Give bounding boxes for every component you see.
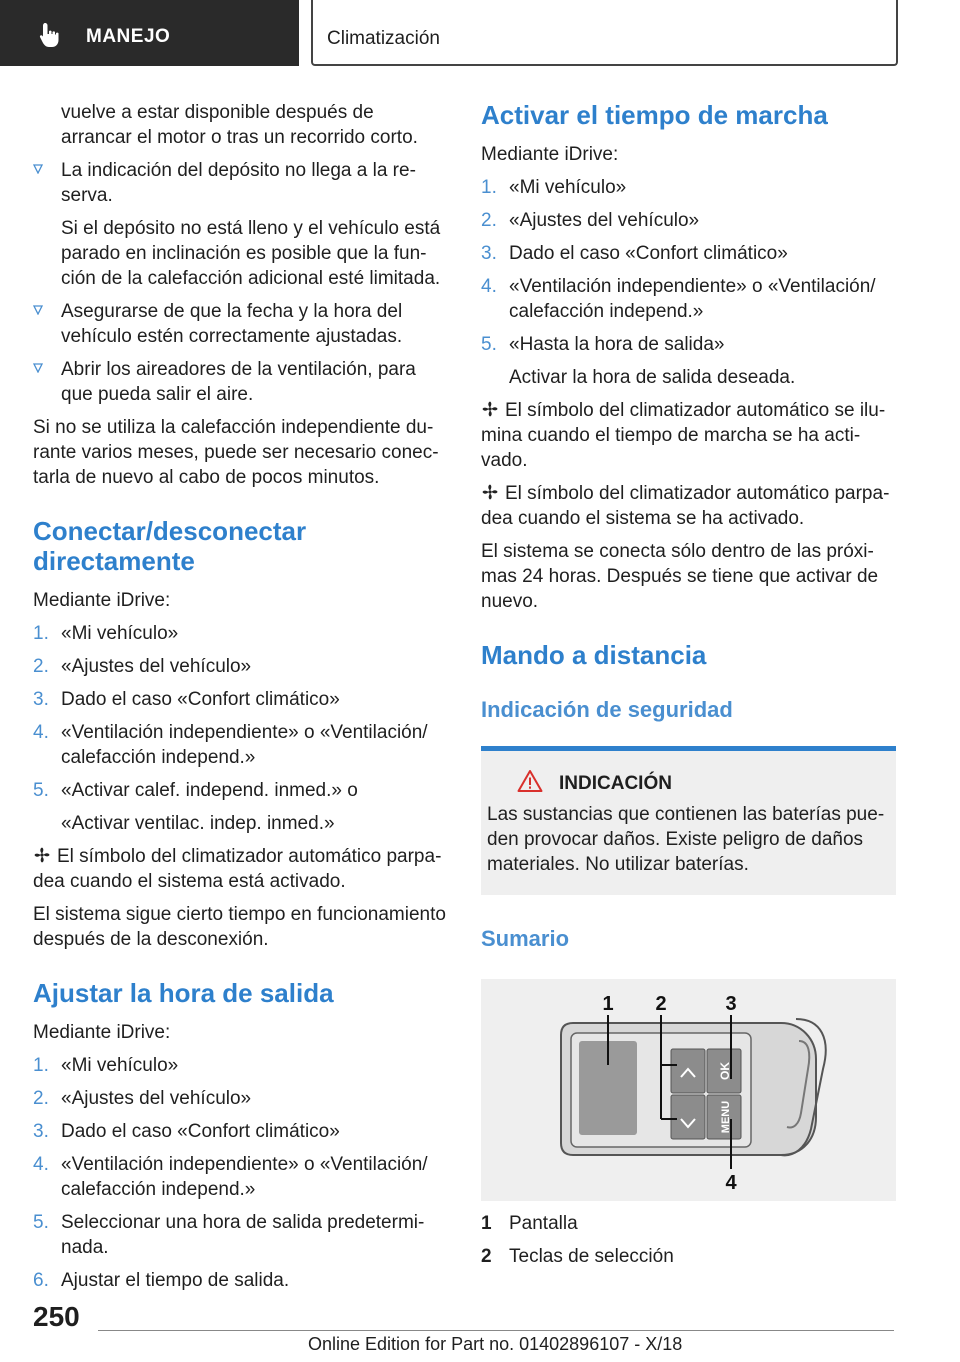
ok-button-label: OK bbox=[718, 1062, 732, 1080]
hand-pointer-icon bbox=[36, 20, 66, 50]
step-text: Dado el caso «Confort climático» bbox=[61, 689, 340, 710]
step-number: 6. bbox=[33, 1270, 49, 1291]
chapter-title: Climatización bbox=[327, 28, 440, 49]
step-item bbox=[33, 1086, 448, 1111]
paragraph: El sistema se conecta sólo dentro de las próximas 24 horas. Después se tiene que activar de nuevo. bbox=[481, 541, 879, 612]
step-number: 3. bbox=[33, 689, 49, 710]
legend-text: Teclas de selección bbox=[509, 1246, 674, 1267]
legend-item bbox=[481, 1244, 896, 1269]
step-text: Seleccionar una hora de salida predeterminada. bbox=[61, 1212, 425, 1258]
legend-text: Pantalla bbox=[509, 1213, 578, 1234]
callout-1: 1 bbox=[602, 993, 614, 1015]
page-number: 250 bbox=[33, 1301, 80, 1332]
step-number: 3. bbox=[481, 243, 497, 264]
step-item bbox=[33, 1210, 448, 1260]
section-tab bbox=[0, 0, 299, 66]
step-subtext: «Activar ventilac. indep. inmed.» bbox=[61, 813, 335, 834]
fan-icon bbox=[33, 846, 51, 864]
step-item bbox=[481, 332, 896, 390]
step-text: Ajustar el tiempo de salida. bbox=[61, 1270, 290, 1291]
step-number: 3. bbox=[33, 1121, 49, 1142]
symbol-note-text: El símbolo del climatizador automático parpadea cuando el sistema está activado. bbox=[33, 846, 442, 892]
callout-3: 3 bbox=[725, 993, 737, 1015]
footer-rule bbox=[98, 1330, 894, 1331]
warning-triangle-icon bbox=[517, 769, 543, 793]
step-text: «Mi vehículo» bbox=[61, 1055, 179, 1076]
step-item bbox=[33, 1152, 448, 1202]
step-number: 2. bbox=[481, 210, 497, 231]
footer-edition-text: Online Edition for Part no. 01402896107 - X/18 bbox=[308, 1334, 683, 1354]
step-item bbox=[33, 720, 448, 770]
step-text: Dado el caso «Confort climático» bbox=[509, 243, 788, 264]
step-text: «Ventilación independiente» o «Ventilación/ calefacción independ.» bbox=[61, 1154, 428, 1200]
notice-text: Las sustancias que contienen las baterías pueden provocar daños. Existe peligro de daños materiales. No utilizar baterías. bbox=[487, 804, 885, 875]
symbol-note bbox=[481, 481, 896, 531]
lead-text: Mediante iDrive: bbox=[33, 1022, 171, 1043]
step-number: 2. bbox=[33, 656, 49, 677]
step-number: 1. bbox=[33, 623, 49, 644]
step-text: «Ajustes del vehículo» bbox=[61, 1088, 252, 1109]
footer-edition bbox=[308, 1334, 682, 1355]
step-text: «Ventilación independiente» o «Ventilación/ calefacción independ.» bbox=[61, 722, 428, 768]
step-item bbox=[481, 175, 896, 200]
legend-key: 2 bbox=[481, 1246, 492, 1267]
bullet-subtext: Si el depósito no está lleno y el vehículo está parado en inclinación es posible que la función de la calefacción adicional esté limitada. bbox=[61, 218, 441, 289]
step-number: 1. bbox=[481, 177, 497, 198]
bullet-text: Abrir los aireadores de la ventilación, para que pueda salir el aire. bbox=[61, 359, 416, 405]
step-item bbox=[33, 687, 448, 712]
step-text: «Ajustes del vehículo» bbox=[61, 656, 252, 677]
menu-button-label: MENU bbox=[720, 1100, 732, 1134]
symbol-note bbox=[33, 844, 448, 894]
paragraph: El sistema sigue cierto tiempo en funcionamiento después de la desconexión. bbox=[33, 904, 446, 950]
triangle-bullet-icon bbox=[33, 164, 43, 174]
legend-item bbox=[481, 1211, 896, 1236]
step-text: «Mi vehículo» bbox=[61, 623, 179, 644]
bullet-item bbox=[33, 158, 448, 291]
lead-text: Mediante iDrive: bbox=[33, 590, 171, 611]
step-item bbox=[33, 654, 448, 679]
chapter-header bbox=[311, 0, 898, 66]
step-number: 4. bbox=[33, 722, 49, 743]
remote-key-illustration bbox=[481, 979, 896, 1201]
step-number: 5. bbox=[33, 780, 49, 801]
step-text: «Hasta la hora de salida» bbox=[509, 334, 725, 355]
step-subtext: Activar la hora de salida deseada. bbox=[509, 367, 796, 388]
section-heading: Activar el tiempo de marcha bbox=[481, 100, 828, 130]
paragraph: vuelve a estar disponible después de arrancar el motor o tras un recorrido corto. bbox=[61, 102, 418, 148]
left-column bbox=[33, 100, 448, 1301]
symbol-note-text: El símbolo del climatizador automático se ilumina cuando el tiempo de marcha se ha activado. bbox=[481, 400, 886, 471]
step-number: 5. bbox=[33, 1212, 49, 1233]
legend-key: 1 bbox=[481, 1213, 492, 1234]
step-item bbox=[33, 621, 448, 646]
fan-icon bbox=[481, 483, 499, 501]
symbol-note-text: El símbolo del climatizador automático parpadea cuando el sistema se ha activado. bbox=[481, 483, 890, 529]
fan-icon bbox=[481, 400, 499, 418]
section-heading: Mando a distancia bbox=[481, 640, 707, 670]
step-item bbox=[33, 1268, 448, 1293]
triangle-bullet-icon bbox=[33, 305, 43, 315]
section-heading: Ajustar la hora de salida bbox=[33, 978, 334, 1008]
step-number: 4. bbox=[481, 276, 497, 297]
step-item bbox=[481, 208, 896, 233]
bullet-text: Asegurarse de que la fecha y la hora del vehículo estén correctamente ajustadas. bbox=[61, 301, 403, 347]
paragraph: Si no se utiliza la calefacción independiente durante varios meses, puede ser necesario conectarla de nuevo al cabo de pocos minutos. bbox=[33, 417, 439, 488]
remote-key-figure bbox=[481, 979, 896, 1201]
subsection-heading: Sumario bbox=[481, 926, 570, 951]
bullet-item bbox=[33, 357, 448, 407]
step-item bbox=[33, 1119, 448, 1144]
step-text: «Mi vehículo» bbox=[509, 177, 627, 198]
notice-title bbox=[487, 771, 888, 796]
step-number: 2. bbox=[33, 1088, 49, 1109]
step-number: 4. bbox=[33, 1154, 49, 1175]
notice-title-text: INDICACIÓN bbox=[559, 773, 672, 794]
callout-2: 2 bbox=[655, 993, 667, 1015]
step-text: «Ventilación independiente» o «Ventilación/ calefacción independ.» bbox=[509, 276, 876, 322]
step-text: Dado el caso «Confort climático» bbox=[61, 1121, 340, 1142]
callout-4: 4 bbox=[725, 1172, 737, 1194]
triangle-bullet-icon bbox=[33, 363, 43, 373]
lead-text: Mediante iDrive: bbox=[481, 144, 619, 165]
step-number: 5. bbox=[481, 334, 497, 355]
subsection-heading: Indicación de seguridad bbox=[481, 697, 733, 722]
right-column bbox=[481, 100, 896, 1277]
step-item bbox=[33, 1053, 448, 1078]
step-number: 1. bbox=[33, 1055, 49, 1076]
bullet-item bbox=[33, 299, 448, 349]
section-heading: Conectar/desconectar directamente bbox=[33, 516, 307, 576]
step-item bbox=[481, 241, 896, 266]
step-text: «Ajustes del vehículo» bbox=[509, 210, 700, 231]
step-text: «Activar calef. independ. inmed.» o bbox=[61, 780, 358, 801]
step-item bbox=[33, 778, 448, 836]
notice-box bbox=[481, 746, 896, 895]
symbol-note bbox=[481, 398, 896, 473]
section-label: MANEJO bbox=[86, 26, 171, 47]
bullet-text: La indicación del depósito no llega a la reserva. bbox=[61, 160, 416, 206]
step-item bbox=[481, 274, 896, 324]
